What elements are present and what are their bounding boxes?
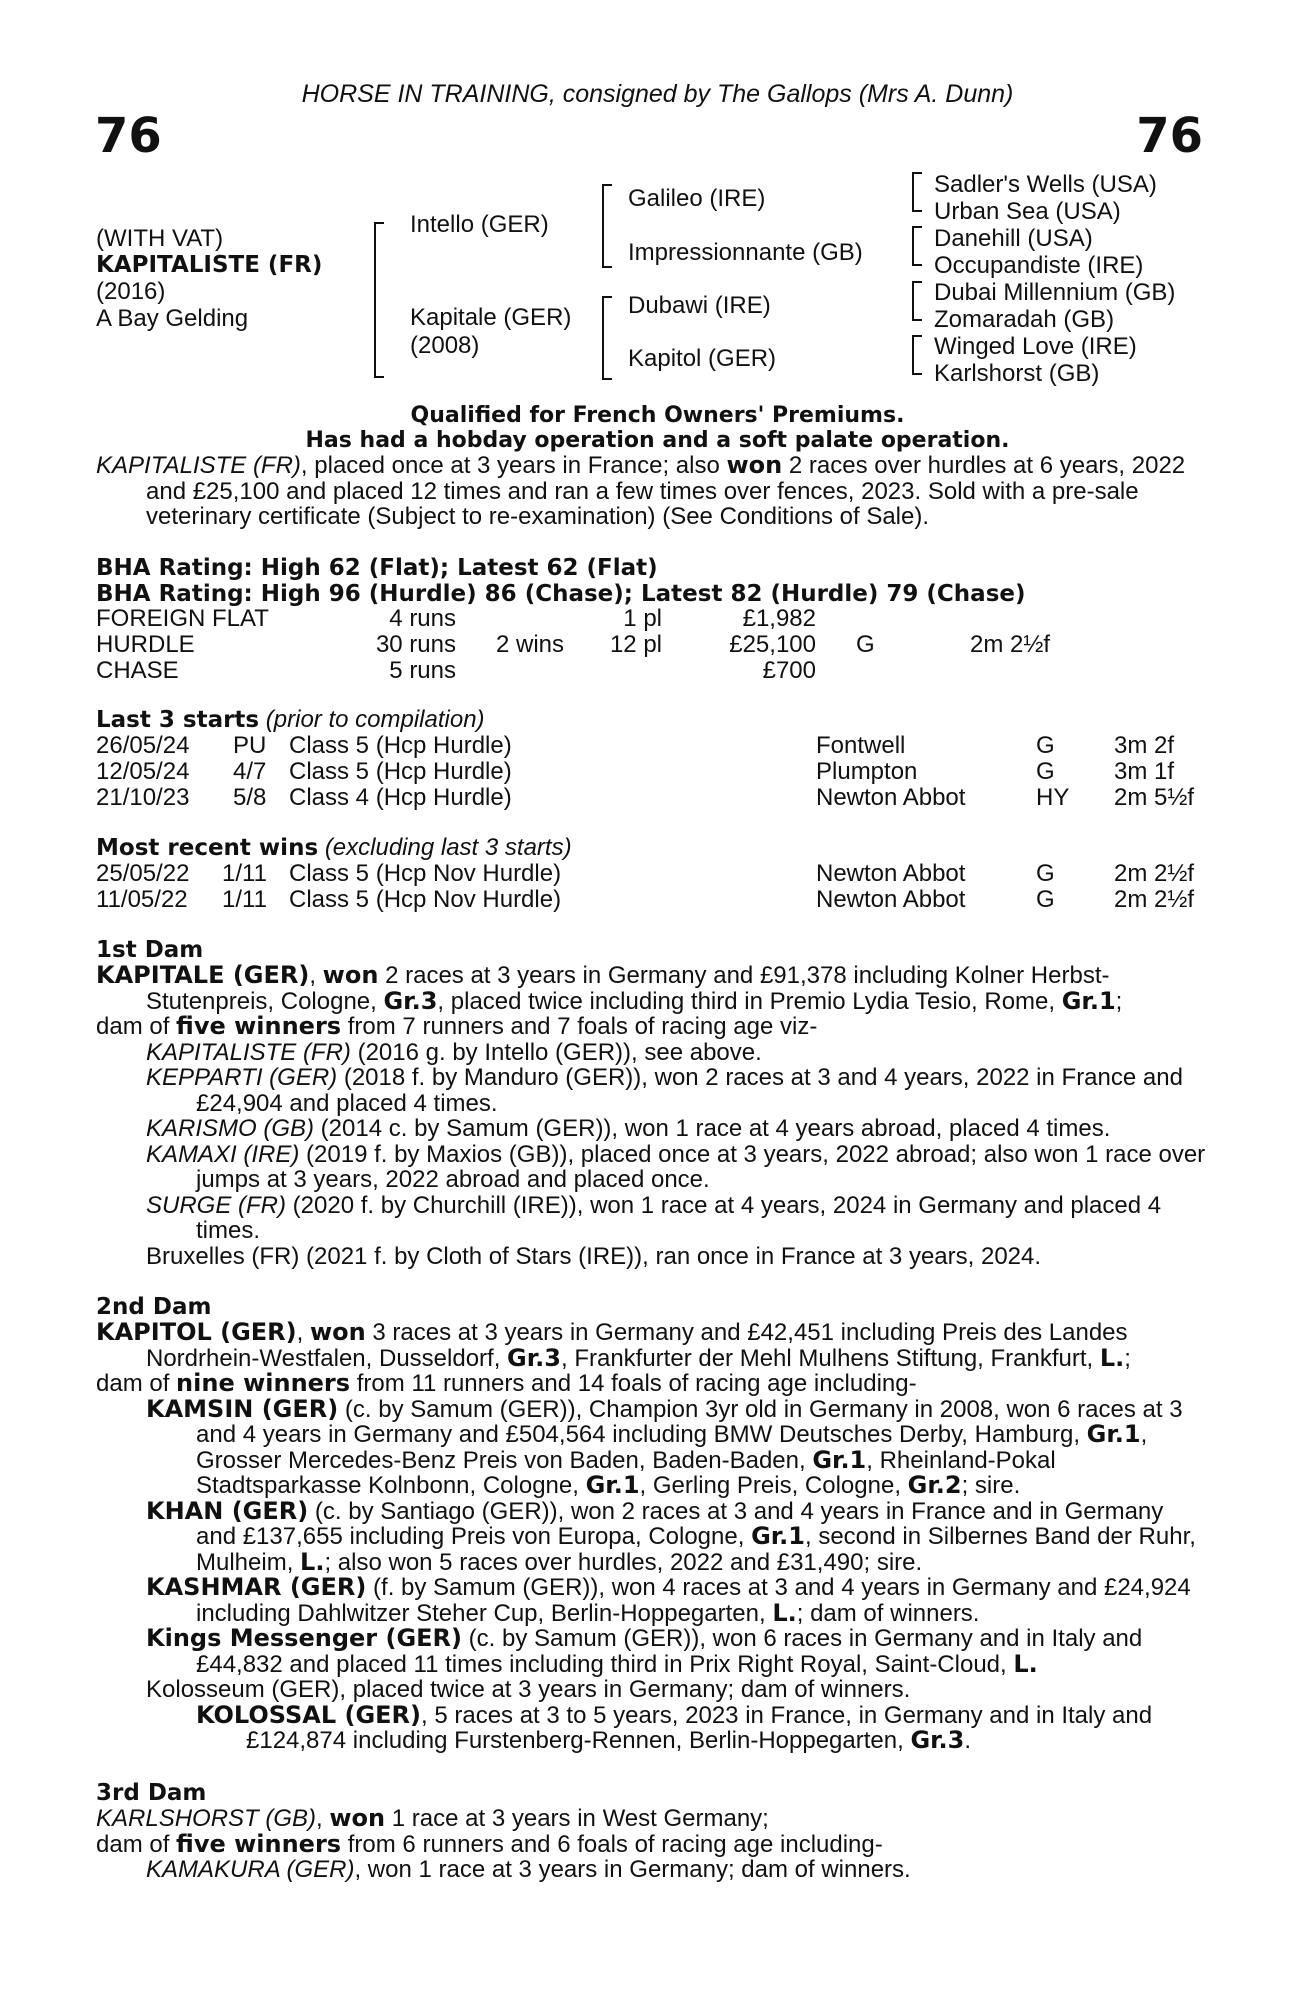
rating-wins: 2 wins [496,631,565,658]
produce-text: (2019 f. by Maxios (GB)), placed once at 3 years, 2022 abroad; also won 1 race over jumps at 3 years, 2022 abroad and placed once. [196,1140,1206,1193]
produce-text: (c. by Samum (GER)), won 6 races in Germany and in Italy and £44,832 and placed 11 times including third in Prix Right Royal, Saint-Cloud, [196,1625,1143,1678]
recent-win-row [96,887,1216,913]
start-race: Class 5 (Hcp Hurdle) [289,758,512,785]
dam2-listed: L. [1099,1343,1125,1372]
rating-placed: 1 pl [623,605,662,632]
rating-prize: £1,982 [742,605,816,632]
horse-name: KAPITALISTE (FR) [96,252,323,278]
produce-bruxelles: Bruxelles (FR) (2021 f. by Cloth of Stars (IRE)), ran once in France at 3 years, 2024. [146,1242,1042,1270]
start-distance: 2m 5½f [1114,784,1195,811]
start-course: Fontwell [816,732,906,759]
dam1-name: KAPITALE (GER) [96,961,310,989]
pedigree-ggp-6: Zomaradah (GB) [934,306,1115,333]
intro-horse-name: KAPITALISTE (FR) [96,452,301,479]
produce-kashmar [96,1575,1206,1626]
pedigree-ggp-8: Karlshorst (GB) [934,360,1100,387]
pedigree-brace-gg4 [912,335,922,375]
rating-runs: 4 runs [389,605,456,632]
dam3-record [96,1806,1206,1832]
start-going: HY [1036,784,1070,811]
intro-won: won [726,451,783,479]
dam3-won: won [329,1804,386,1832]
note-operations: Has had a hobday operation and a soft palate operation. [305,428,1010,453]
dam2-sep: , [296,1319,310,1346]
produce-surge [96,1193,1206,1244]
pedigree-dam-year: (2008) [410,332,480,359]
rating-type: HURDLE [96,631,195,658]
dam1-winners-count: five winners [176,1012,342,1040]
dam3-text: 1 race at 3 years in West Germany; [385,1805,769,1832]
produce-text: , Gerling Preis, Cologne, [639,1472,908,1499]
vat-note: (WITH VAT) [96,225,224,252]
dam2-grade-3: Gr.3 [507,1343,561,1372]
rating-going: G [856,631,875,658]
pedigree-sire: Intello (GER) [410,211,549,238]
produce-name: KEPPARTI (GER) [146,1064,338,1091]
produce-text: (c. by Samum (GER)), Champion 3yr old in Germany in 2008, won 6 races at 3 and 4 years in Germany and £504,564 including BMW Deutsches Derby, Hamburg, [196,1395,1183,1448]
listed: L. [1013,1649,1038,1678]
start-course: Plumpton [816,758,918,785]
pedigree-ggp-5: Dubai Millennium (GB) [934,279,1176,306]
note-french-premiums: Qualified for French Owners' Premiums. [410,403,905,428]
win-race: Class 5 (Hcp Nov Hurdle) [289,886,562,913]
start-distance: 3m 1f [1114,758,1175,785]
win-distance: 2m 2½f [1114,886,1195,913]
grade-1: Gr.1 [585,1471,640,1499]
dam3-winners-count: five winners [176,1829,342,1858]
dam3-produce-summary [96,1829,1206,1858]
rating-type: FOREIGN FLAT [96,605,269,632]
dam1-text-2: , placed twice including third in Premio Lydia Tesio, Rome, [437,987,1062,1015]
produce-name: KAMSIN (GER) [146,1394,339,1423]
start-position: PU [233,732,267,759]
listed: L. [772,1598,797,1627]
dam1-produce-summary [96,1014,1206,1040]
produce-text: (f. by Samum (GER)), won 4 races at 3 and 4 years in Germany and £24,924 including Dahlwitzer Steher Cup, Berlin-Hoppegarten, [196,1574,1191,1627]
pedigree-sire-sire: Galileo (IRE) [628,185,766,212]
start-going: G [1036,758,1055,785]
dam1-section [96,963,1206,1269]
produce-text: (c. by Santiago (GER)), won 2 races at 3 and 4 years in France and in Germany and £137,655 including Preis von Europa, Cologne, [196,1497,1164,1550]
produce-kamsin [96,1394,1206,1499]
start-race: Class 5 (Hcp Hurdle) [289,732,512,759]
start-distance: 3m 2f [1114,732,1175,759]
produce-kolossal [96,1700,1206,1754]
produce-text: (2020 f. by Churchill (IRE)), won 1 race at 4 years, 2024 in Germany and placed 4 times. [196,1191,1162,1244]
produce-name: KASHMAR (GER) [146,1573,367,1601]
start-date: 21/10/23 [96,784,190,811]
produce-name: KAMAKURA (GER) [146,1856,355,1883]
dam1-text-3: ; [1115,987,1123,1015]
dam1-sep: , [309,962,323,989]
pedigree-brace-gg1 [912,172,922,212]
rating-placed: 12 pl [609,631,662,658]
start-position: 4/7 [233,758,267,785]
last3-note: (prior to compilation) [265,706,485,733]
dam3-name: KARLSHORST (GB) [96,1805,317,1832]
dam2-dam-of: dam of [96,1370,177,1397]
dam2-text-1: 3 races at 3 years in Germany and £42,451 including Preis des Landes Nordrhein-Westfalen, Dusseldorf, [146,1319,1128,1372]
bha-rating-flat: BHA Rating: High 62 (Flat); Latest 62 (Flat) [96,555,658,581]
lot-number-right: 76 [1136,108,1203,164]
produce-khan [96,1496,1206,1576]
produce-text: . [964,1727,972,1754]
grade-1: Gr.1 [1086,1420,1141,1448]
dam1-dam-of: dam of [96,1013,177,1040]
horse-description: A Bay Gelding [96,305,249,332]
dam2-record [96,1320,1206,1371]
start-date: 26/05/24 [96,732,190,759]
pedigree-ggp-4: Occupandiste (IRE) [934,252,1144,279]
win-position: 1/11 [222,860,267,887]
last3-row [96,733,1216,759]
rating-runs: 5 runs [389,657,456,684]
win-date: 11/05/22 [96,886,188,913]
produce-text: , Grosser Mercedes-Benz Preis von Baden, Baden-Baden, [196,1421,1148,1474]
pedigree-brace-sire [602,184,612,268]
pedigree-dam: Kapitale (GER) [410,304,572,331]
start-race: Class 4 (Hcp Hurdle) [289,784,512,811]
pedigree-ggp-2: Urban Sea (USA) [934,198,1121,225]
produce-kapitaliste [96,1040,1206,1066]
dam2-text-3: ; [1124,1344,1131,1372]
pedigree-brace-main [374,222,384,378]
dam1-won: won [322,961,379,989]
produce-name: KARISMO (GB) [146,1115,315,1142]
produce-text: , won 1 race at 3 years in Germany; dam of winners. [354,1856,911,1883]
produce-name: KAMAXI (IRE) [146,1140,300,1168]
dam2-won: won [309,1318,366,1346]
produce-name: KHAN (GER) [146,1496,309,1525]
rating-row-hurdle [96,632,1216,658]
start-going: G [1036,732,1055,759]
win-course: Newton Abbot [816,860,966,887]
produce-name: KAPITALISTE (FR) [146,1038,351,1066]
rating-runs: 30 runs [375,631,456,658]
grade-1: Gr.1 [812,1445,867,1474]
dam2-produce-text: from 11 runners and 14 foals of racing age including- [350,1370,917,1397]
rating-type: CHASE [96,657,179,684]
recent-note: (excluding last 3 starts) [324,834,572,861]
produce-name: SURGE (FR) [146,1191,286,1219]
produce-text: ; dam of winners. [796,1599,980,1627]
win-date: 25/05/22 [96,860,190,887]
produce-kamaxi [96,1142,1206,1193]
recent-heading: Most recent wins [96,835,319,861]
rating-prize: £25,100 [729,631,816,658]
last3-heading-line [96,707,485,733]
consignment-header: HORSE IN TRAINING, consigned by The Gallops (Mrs A. Dunn) [301,80,1014,108]
recent-heading-line [96,835,572,861]
dam2-section [96,1320,1206,1754]
produce-text: (2014 c. by Samum (GER)), won 1 race at 4 years abroad, placed 4 times. [314,1115,1111,1142]
produce-text: , 5 races at 3 to 5 years, 2023 in France, in Germany and in Italy and £124,874 including Furstenberg-Rennen, Berlin-Hoppegarten, [246,1701,1153,1754]
rating-row-chase [96,658,1216,684]
grade-3: Gr.3 [910,1726,965,1754]
dam2-text-2: , Frankfurter der Mehl Mulhens Stiftung, Frankfurt, [560,1344,1100,1372]
intro-text-1: , placed once at 3 years in France; also [300,452,727,479]
dam3-dam-of: dam of [96,1830,177,1858]
pedigree-brace-gg3 [912,281,922,321]
rating-prize: £700 [762,657,816,684]
pedigree-ggp-3: Danehill (USA) [934,225,1093,252]
dam3-produce-text: from 6 runners and 6 foals of racing age including- [341,1830,883,1858]
produce-text: ; also won 5 races over hurdles, 2022 and £31,490; sire. [324,1548,923,1576]
dam2-heading: 2nd Dam [96,1294,212,1320]
produce-text: , Rheinland-Pokal Stadtsparkasse Kolnbonn, Cologne, [196,1446,1056,1499]
win-going: G [1036,886,1055,913]
bha-rating-jumps: BHA Rating: High 96 (Hurdle) 86 (Chase); Latest 82 (Hurdle) 79 (Chase) [96,581,1026,607]
start-date: 12/05/24 [96,758,190,785]
dam2-name: KAPITOL (GER) [96,1318,297,1346]
pedigree-dam-dam: Kapitol (GER) [628,345,777,372]
dam3-sep: , [316,1805,330,1832]
win-course: Newton Abbot [816,886,966,913]
intro-paragraph [96,453,1206,530]
recent-win-row [96,861,1216,887]
dam2-winners-count: nine winners [176,1369,351,1397]
win-going: G [1036,860,1055,887]
produce-text: (2018 f. by Manduro (GER)), won 2 races at 3 and 4 years, 2022 in France and £24,904 and placed 4 times. [196,1064,1183,1117]
rating-distance: 2m 2½f [970,631,1051,658]
win-distance: 2m 2½f [1114,860,1195,887]
pedigree-dam-sire: Dubawi (IRE) [628,292,771,319]
dam1-record [96,963,1206,1014]
grade-2: Gr.2 [907,1471,962,1499]
dam1-text-1: 2 races at 3 years in Germany and £91,378 including Kolner Herbst-Stutenpreis, Cologne, [146,962,1110,1015]
produce-kamakura [96,1857,1206,1883]
win-race: Class 5 (Hcp Nov Hurdle) [289,860,562,887]
dam1-grade-3: Gr.3 [383,986,438,1015]
produce-kepparti [96,1065,1206,1116]
dam1-heading: 1st Dam [96,937,204,963]
pedigree-brace-gg2 [912,226,922,266]
produce-name: KOLOSSAL (GER) [196,1700,421,1729]
start-course: Newton Abbot [816,784,966,811]
produce-kings-messenger [96,1626,1206,1677]
last3-row [96,759,1216,785]
produce-text: ; sire. [961,1472,1021,1499]
intro-text-2: 2 races over hurdles at 6 years, 2022 and £25,100 and placed 12 times and ran a few times over fences, 2023. Sold with a pre-sale veterinary certificate (Subject to re-examination) (See Conditions of Sale). [146,452,1186,530]
start-position: 5/8 [233,784,267,811]
win-position: 1/11 [222,886,267,913]
produce-karismo [96,1116,1206,1142]
pedigree-ggp-7: Winged Love (IRE) [934,333,1137,360]
dam1-produce-text: from 7 runners and 7 foals of racing age viz- [341,1013,818,1040]
produce-name: Kings Messenger (GER) [146,1624,462,1652]
last3-row [96,785,1216,811]
grade-1: Gr.1 [751,1522,805,1550]
pedigree-sire-dam: Impressionnante (GB) [628,239,863,266]
horse-year: (2016) [96,278,166,305]
produce-kolosseum: Kolosseum (GER), placed twice at 3 years in Germany; dam of winners. [146,1676,911,1703]
last3-heading: Last 3 starts [96,707,260,733]
dam3-section [96,1806,1206,1883]
lot-number-left: 76 [95,108,162,164]
dam1-grade-1: Gr.1 [1061,986,1116,1015]
listed: L. [300,1547,325,1576]
produce-text: , second in Silbernes Band der Ruhr, Mulheim, [196,1523,1196,1576]
dam3-heading: 3rd Dam [96,1780,207,1806]
pedigree-ggp-1: Sadler's Wells (USA) [934,171,1157,198]
dam2-produce-summary [96,1371,1206,1397]
rating-row-foreign-flat [96,606,1216,632]
pedigree-brace-dam [602,296,612,380]
produce-text: (2016 g. by Intello (GER)), see above. [350,1038,762,1066]
